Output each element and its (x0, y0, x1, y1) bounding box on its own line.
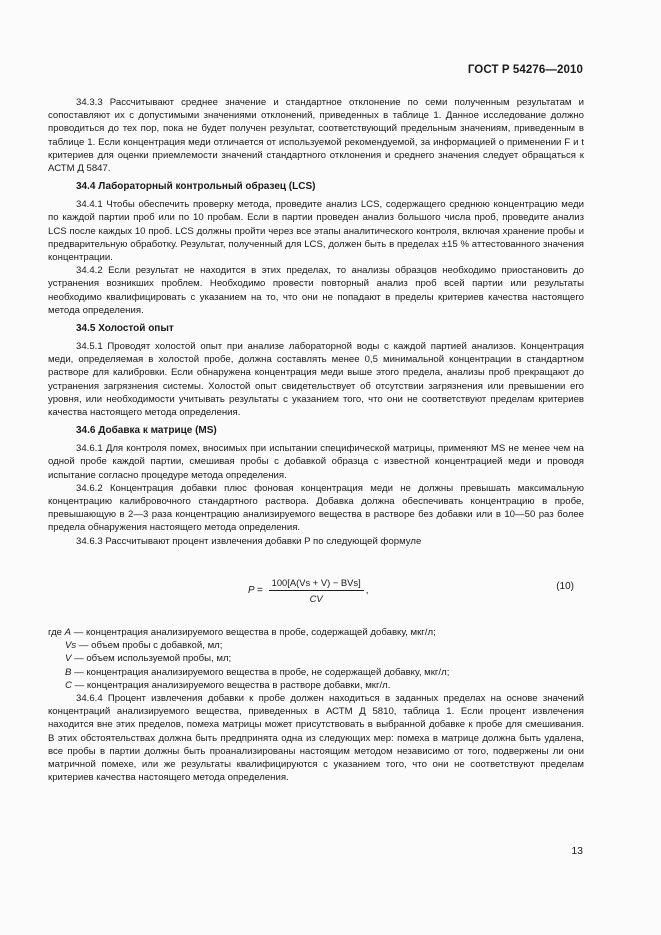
paragraph-34-5-1: 34.5.1 Проводят холостой опыт при анализе лабораторной воды с каждой партией анализов. Концентрация меди, определяемая в холостой пробе, должна составлять менее 0,5 минимальной концентрации в стандартном растворе для калибровки. Если обнаружена концентрация меди выше этого предела, анализы проб прекращают до устранения загрязнения системы. Холостой опыт свидетельствует об отсутствии загрязнения или превышении его уровня, или необходимости учитывать результаты с указанием того, что они не соответствуют пределам критериев качества настоящего метода определения. (48, 341, 584, 419)
paragraph-34-6-3: 34.6.3 Рассчитывают процент извлечения добавки P по следующей формуле (76, 535, 422, 547)
formula-numerator: 100[A(Vs + V) − BVs] (269, 576, 364, 591)
paragraph-34-4-2: 34.4.2 Если результат не находится в этих пределах, то анализы образцов необходимо приостановить до устранения возникших проблем. Необходимо провести повторный анализ проб всей партии или результаты необходимо квалифицировать с указанием на то, что они не попадают в пределы критериев качества настоящего метода определения. (48, 265, 584, 316)
formula-block (48, 566, 584, 624)
definition-text: — объем пробы с добавкой, мл; (76, 640, 223, 652)
definition-prefix: где (48, 626, 65, 638)
definition-symbol: B (65, 666, 72, 678)
definition-text: — концентрация анализируемого вещества в растворе добавки, мкг/л. (71, 679, 391, 691)
definition-text: — концентрация анализируемого вещества в пробе, не содержащей добавку, мкг/л; (71, 666, 450, 678)
paragraph-34-3-3: 34.3.3 Рассчитывают среднее значение и стандартное отклонение по семи полученным результатам и сопоставляют их с допустимыми значениями отклонений, приведенных в таблице 1. Данное исследование должно проводиться до тех пор, пока не будет получен результат, соответствующий предельным значениям, приведенным в таблице 1. Если концентрация меди отличается от используемой рекомендуемой, за информацией о применении F и t критериев для оценки приемлемости значений стандартного отклонения и среднего значения следует обращаться к АСТМ Д 5847. (48, 97, 584, 175)
formula-denominator: CV (309, 593, 323, 605)
definition-item (48, 626, 584, 639)
definition-text: — концентрация анализируемого вещества в пробе, содержащей добавку, мкг/л; (71, 626, 436, 638)
definition-symbol: V (65, 653, 72, 665)
paragraph-34-6-4: 34.6.4 Процент извлечения добавки к пробе должен находиться в заданных пределах на основе значений концентраций анализируемого вещества, приведенных в АСТМ Д 5810, таблица 1. Если процент извлечения находится вне этих пределов, помеха матрицы может присутствовать в выбранной добавке к пробе для смешивания. В этих обстоятельствах должна быть предпринята одна из следующих мер: помеха в матрице должна быть удалена, все пробы в партии должны быть проанализированы настоящим методом независимо от того, подвержены ли они матричной помехе, или же результаты квалифицируются с указанием того, что они не соответствуют пределам критериев качества настоящего метода определения. (48, 692, 584, 784)
paragraph-34-6-1: 34.6.1 Для контроля помех, вносимых при испытании специфической матрицы, применяют MS не менее чем на одной пробе каждой партии, смешивая пробы с добавкой образца с известной концентрацией меди и проводя испытание согласно процедуре метода определения. (48, 443, 584, 481)
section-heading-34-4: 34.4 Лабораторный контрольный образец (LCS) (76, 181, 316, 193)
definition-item (48, 652, 584, 665)
definition-item (48, 679, 584, 692)
definition-symbol: Vs (65, 640, 77, 652)
formula-definitions (48, 626, 584, 692)
paragraph-34-4-1: 34.4.1 Чтобы обеспечить проверку метода, проведите анализ LCS, содержащего среднюю концентрацию меди по каждой партии проб или по 10 пробам. Если в партии проведен анализ большого числа проб, проведите анализ LCS после каждых 10 проб. LCS должны пройти через все этапы аналитического контроля, включая хранение пробы и предварительную обработку. Результат, полученный для LCS, должен быть в пределах ±15 % аттестованного значения концентрации. (48, 199, 584, 264)
standard-code-header: ГОСТ Р 54276—2010 (467, 64, 583, 76)
formula-lhs: P = (248, 584, 263, 596)
equation-number: (10) (556, 580, 574, 592)
section-heading-34-6: 34.6 Добавка к матрице (MS) (76, 425, 217, 437)
paragraph-34-6-2: 34.6.2 Концентрация добавки плюс фоновая концентрация меди не должны превышать максимальную концентрацию калибровочного стандартного раствора. Добавка должна обеспечивать концентрацию в пробе, превышающую в 2—3 раза концентрацию анализируемого вещества в растворе без добавки или в 10—50 раз более предела обнаружения настоящего метода определения. (48, 482, 584, 534)
document-body (48, 96, 584, 784)
formula-fraction (269, 576, 364, 605)
definition-symbol: C (65, 679, 72, 691)
definition-item (48, 666, 584, 679)
definition-symbol: A (64, 626, 72, 638)
recovery-formula (248, 576, 368, 605)
section-heading-34-5: 34.5 Холостой опыт (76, 323, 174, 335)
definition-text: — объем используемой пробы, мл; (71, 653, 232, 665)
formula-trail: , (365, 584, 369, 596)
page-number: 13 (571, 845, 583, 857)
definition-item (48, 639, 584, 652)
